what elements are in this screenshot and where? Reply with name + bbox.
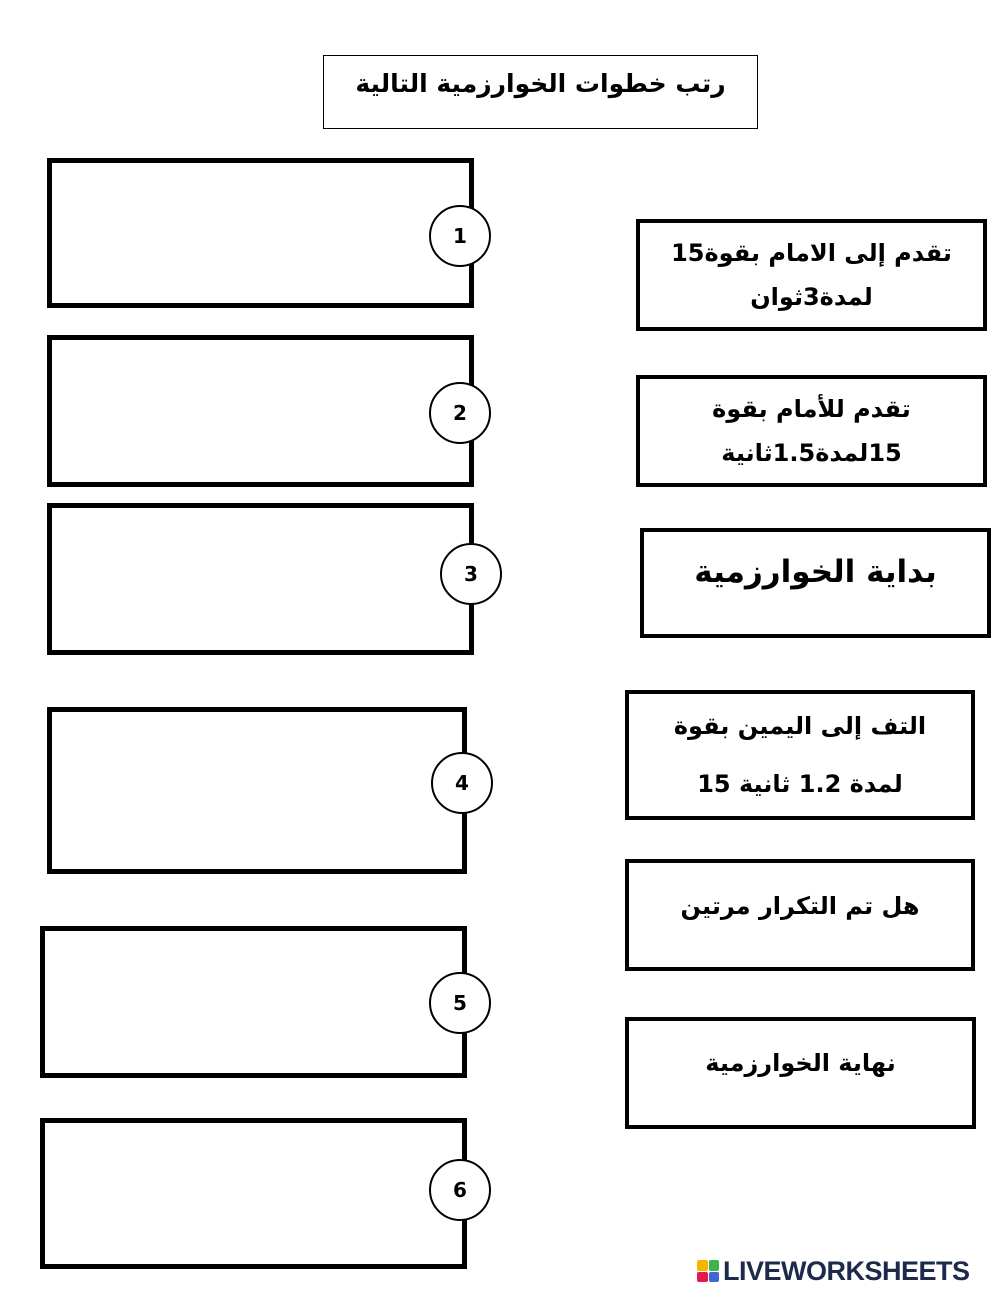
slot-number-5: 5 [429, 972, 491, 1034]
step-card-1[interactable] [636, 219, 987, 331]
step-card-3[interactable] [640, 528, 991, 638]
step-card-4[interactable] [625, 690, 975, 820]
answer-box-5[interactable] [40, 926, 467, 1078]
step-card-5[interactable] [625, 859, 975, 971]
slot-number-2: 2 [429, 382, 491, 444]
liveworksheets-logo-icon [697, 1260, 719, 1282]
slot-number-1: 1 [429, 205, 491, 267]
step-card-6-line-1: نهاية الخوارزمية [705, 1049, 896, 1077]
worksheet-title-text: رتب خطوات الخوارزمية التالية [355, 68, 726, 98]
logo-icon-tile-4 [709, 1272, 720, 1283]
step-card-4-line-2: لمدة 1.2 ثانية 15 [697, 770, 903, 798]
answer-box-2[interactable] [47, 335, 474, 487]
step-card-6[interactable] [625, 1017, 976, 1129]
worksheet-title [323, 55, 758, 129]
step-card-4-line-1: التف إلى اليمين بقوة [673, 712, 927, 740]
liveworksheets-logo-text: LIVEWORKSHEETS [723, 1255, 970, 1286]
step-card-2-line-2: 15لمدة1.5ثانية [721, 439, 902, 467]
step-card-1-line-2: لمدة3ثوان [750, 283, 873, 311]
step-card-5-line-1: هل تم التكرار مرتين [680, 892, 920, 920]
step-card-2[interactable] [636, 375, 987, 487]
slot-number-3: 3 [440, 543, 502, 605]
answer-box-3[interactable] [47, 503, 474, 655]
answer-box-1[interactable] [47, 158, 474, 308]
logo-icon-tile-2 [709, 1260, 720, 1271]
slot-number-4: 4 [431, 752, 493, 814]
logo-icon-tile-1 [697, 1260, 708, 1271]
liveworksheets-logo [697, 1256, 970, 1286]
answer-box-6[interactable] [40, 1118, 467, 1269]
step-card-2-line-1: تقدم للأمام بقوة [712, 395, 911, 423]
step-card-3-line-1: بداية الخوارزمية [694, 554, 937, 590]
step-card-1-line-1: تقدم إلى الامام بقوة15 [671, 239, 952, 267]
answer-box-4[interactable] [47, 707, 467, 874]
logo-icon-tile-3 [697, 1272, 708, 1283]
slot-number-6: 6 [429, 1159, 491, 1221]
